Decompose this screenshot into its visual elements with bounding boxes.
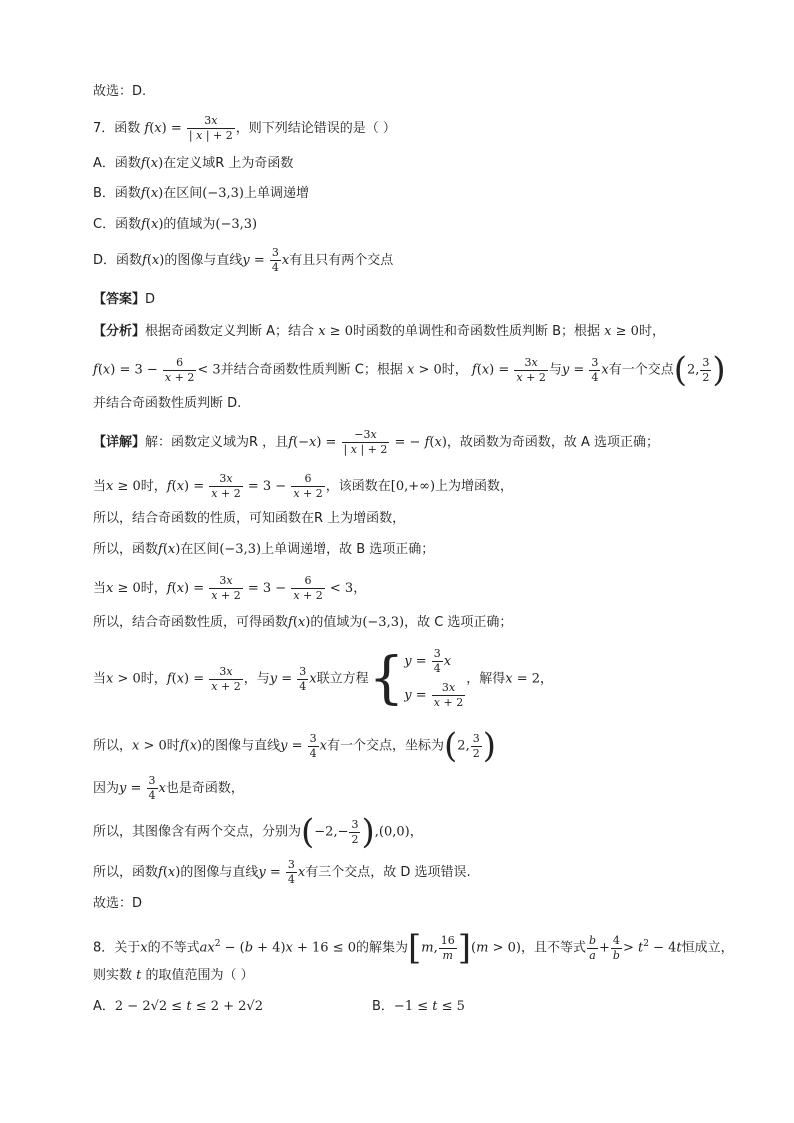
detail-line-9: 因为y = $\frac{3}{4}$ x也是奇函数， bbox=[93, 774, 244, 802]
detail-line-6: 所以，结合奇函数性质，可得函数f(x)的值域为(−3,3)，故 C 选项正确； bbox=[93, 615, 513, 630]
option-b: B．函数f(x)在区间(−3,3)上单调递增 bbox=[93, 186, 309, 201]
question-8-option-b: B．−1 ≤ t ≤ 5 bbox=[372, 999, 465, 1014]
detail-line-4: 所以，函数f(x)在区间(−3,3)上单调递增，故 B 选项正确； bbox=[93, 542, 435, 557]
question-8-option-a: A．2 − 2√2 ≤ t ≤ 2 + 2√2 bbox=[93, 999, 263, 1014]
question-8-stem: 8．关于x的不等式$ax^2 - (b + 4)x + 16 \le 0$的解集为[m, $\frac{16}{m}$ ](m > 0)，且不等式 $\frac{b}{a}$ + $\frac{4}{b}$ > $t^2 - 4t$恒成立， bbox=[93, 928, 734, 968]
question-8-line-2: 则实数 t 的取值范围为（ ） bbox=[93, 968, 254, 983]
analysis-tag: 【分析】 bbox=[93, 324, 146, 339]
equation-system: y = $\frac{3}{4}$ x y = $\frac{3x}{x + 2}$ bbox=[404, 647, 464, 709]
option-c: C．函数f(x)的值域为(−3,3) bbox=[93, 217, 258, 232]
option-a: A．函数f(x)在定义域R 上为奇函数 bbox=[93, 156, 294, 171]
question-7-stem: 7．函数 f(x) = $\frac{3x}{| x | + 2}$ ，则下列结论错误的是（ ） bbox=[93, 114, 396, 142]
detail-line-2: 当x ≥ 0时，f(x) = $\frac{3x}{x + 2}$ = 3 − $\frac{6}{x + 2}$ ，该函数在[0,+∞)上为增函数， bbox=[93, 472, 514, 500]
answer-line: 【答案】D bbox=[93, 292, 156, 307]
analysis-line-2: f(x) = 3 − $\frac{6}{x + 2}$ < 3并结合奇函数性质判断 C；根据 x > 0时， f(x) = $\frac{3x}{x + 2}$ 与y = $\frac{3}{4}$ x有一个交点(2, $\frac{3}{2}$ ) bbox=[93, 350, 726, 390]
detail-line-3: 所以，结合奇函数的性质，可知函数在R 上为增函数， bbox=[93, 511, 406, 526]
detail-line-10: 所以，其图像含有两个交点，分别为(−2,− $\frac{3}{2}$ ),(0,0)， bbox=[93, 812, 423, 852]
analysis-line-3: 并结合奇函数性质判断 D. bbox=[93, 396, 242, 411]
detail-tag: 【详解】 bbox=[93, 435, 146, 450]
option-d: D．函数f(x)的图像与直线y = $\frac{3}{4}$ x有且只有两个交点 bbox=[93, 246, 394, 274]
detail-line-12: 故选：D bbox=[93, 896, 143, 911]
detail-line-7: 当x > 0时，f(x) = $\frac{3x}{x + 2}$ ，与y = $\frac{3}{4}$ x联立方程{ y = $\frac{3}{4}$ x y = $\frac{3x}{x + 2}$ ，解得x = 2， bbox=[93, 646, 554, 711]
analysis-line-1: 【分析】根据奇函数定义判断 A；结合 x ≥ 0时函数的单调性和奇函数性质判断 B；根据 x ≥ 0时， bbox=[93, 324, 665, 339]
detail-line-11: 所以，函数f(x)的图像与直线y = $\frac{3}{4}$ x有三个交点，故 D 选项错误. bbox=[93, 858, 471, 886]
answer-tag: 【答案】 bbox=[93, 292, 146, 307]
fraction: $\frac{3x}{| x | + 2}$ bbox=[188, 114, 233, 142]
detail-line-1: 【详解】解：函数定义域为R ，且f(−x) = $\frac{-3x}{| x | + 2}$ = − f(x)，故函数为奇函数，故 A 选项正确； bbox=[93, 428, 660, 456]
detail-line-8: 所以，x > 0时f(x)的图像与直线y = $\frac{3}{4}$ x有一个交点，坐标为(2, $\frac{3}{2}$ ) bbox=[93, 726, 496, 766]
prev-answer-line: 故选：D. bbox=[93, 84, 147, 99]
detail-line-5: 当x ≥ 0时，f(x) = $\frac{3x}{x + 2}$ = 3 − $\frac{6}{x + 2}$ < 3， bbox=[93, 574, 367, 602]
